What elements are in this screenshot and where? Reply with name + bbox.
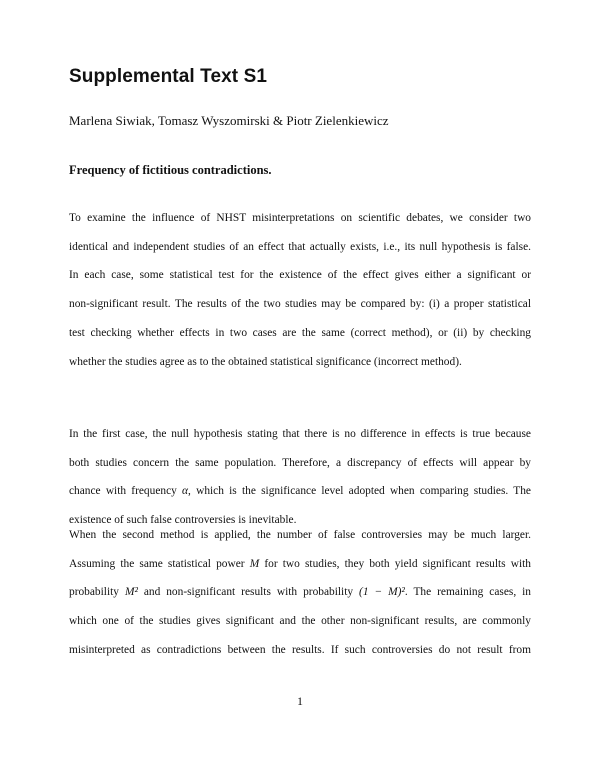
text-line: misinterpreted as contradictions between the results. If such controversies do not result from: [69, 643, 531, 656]
text-line: In the first case, the null hypothesis stating that there is no difference in effects is true because: [69, 428, 531, 440]
text-line: both studies concern the same population. Therefore, a discrepancy of effects will appear by: [69, 456, 531, 469]
text-segment: , which is the significance level adopted when comparing studies. The: [188, 485, 531, 498]
text-line: whether the studies agree as to the obtained statistical significance (incorrect method).: [69, 355, 462, 368]
text-segment: and non-significant results with probability: [137, 586, 360, 599]
text-line: identical and independent studies of an effect that actually exists, i.e., its null hypothesis is false.: [69, 240, 531, 253]
text-line: non-significant result. The results of the two studies may be compared by: (i) a proper statistical: [69, 298, 531, 311]
text-line: [69, 557, 531, 571]
text-line: In each case, some statistical test for the existence of the effect gives either a significant or: [69, 269, 531, 282]
text-line: [69, 484, 531, 498]
text-line: To examine the influence of NHST misinterpretations on scientific debates, we consider two: [69, 212, 531, 224]
text-line: When the second method is applied, the number of false controversies may be much larger.: [69, 529, 531, 541]
text-segment: probability: [69, 586, 125, 599]
math-symbol: M: [249, 557, 260, 570]
document-title: Supplemental Text S1: [69, 66, 268, 87]
section-heading: Frequency of fictitious contradictions.: [69, 163, 272, 177]
text-segment: . The remaining cases, in: [404, 586, 531, 599]
text-line: test checking whether effects in two cases are the same (correct method), or (ii) by checking: [69, 326, 531, 339]
text-line: existence of such false controversies is inevitable.: [69, 514, 297, 527]
text-segment: for two studies, they both yield significant results with: [259, 557, 531, 570]
text-line: [69, 585, 531, 599]
page-number: 1: [297, 694, 303, 708]
math-symbol: α: [182, 485, 189, 498]
math-symbol: M²: [124, 586, 138, 599]
text-segment: Assuming the same statistical power: [69, 557, 250, 570]
math-symbol: (1 − M)²: [359, 586, 405, 599]
text-line: which one of the studies gives significant and the other non-significant results, are commonly: [69, 615, 531, 628]
text-segment: chance with frequency: [69, 485, 183, 498]
author-list: Marlena Siwiak, Tomasz Wyszomirski & Piotr Zielenkiewicz: [69, 113, 389, 128]
